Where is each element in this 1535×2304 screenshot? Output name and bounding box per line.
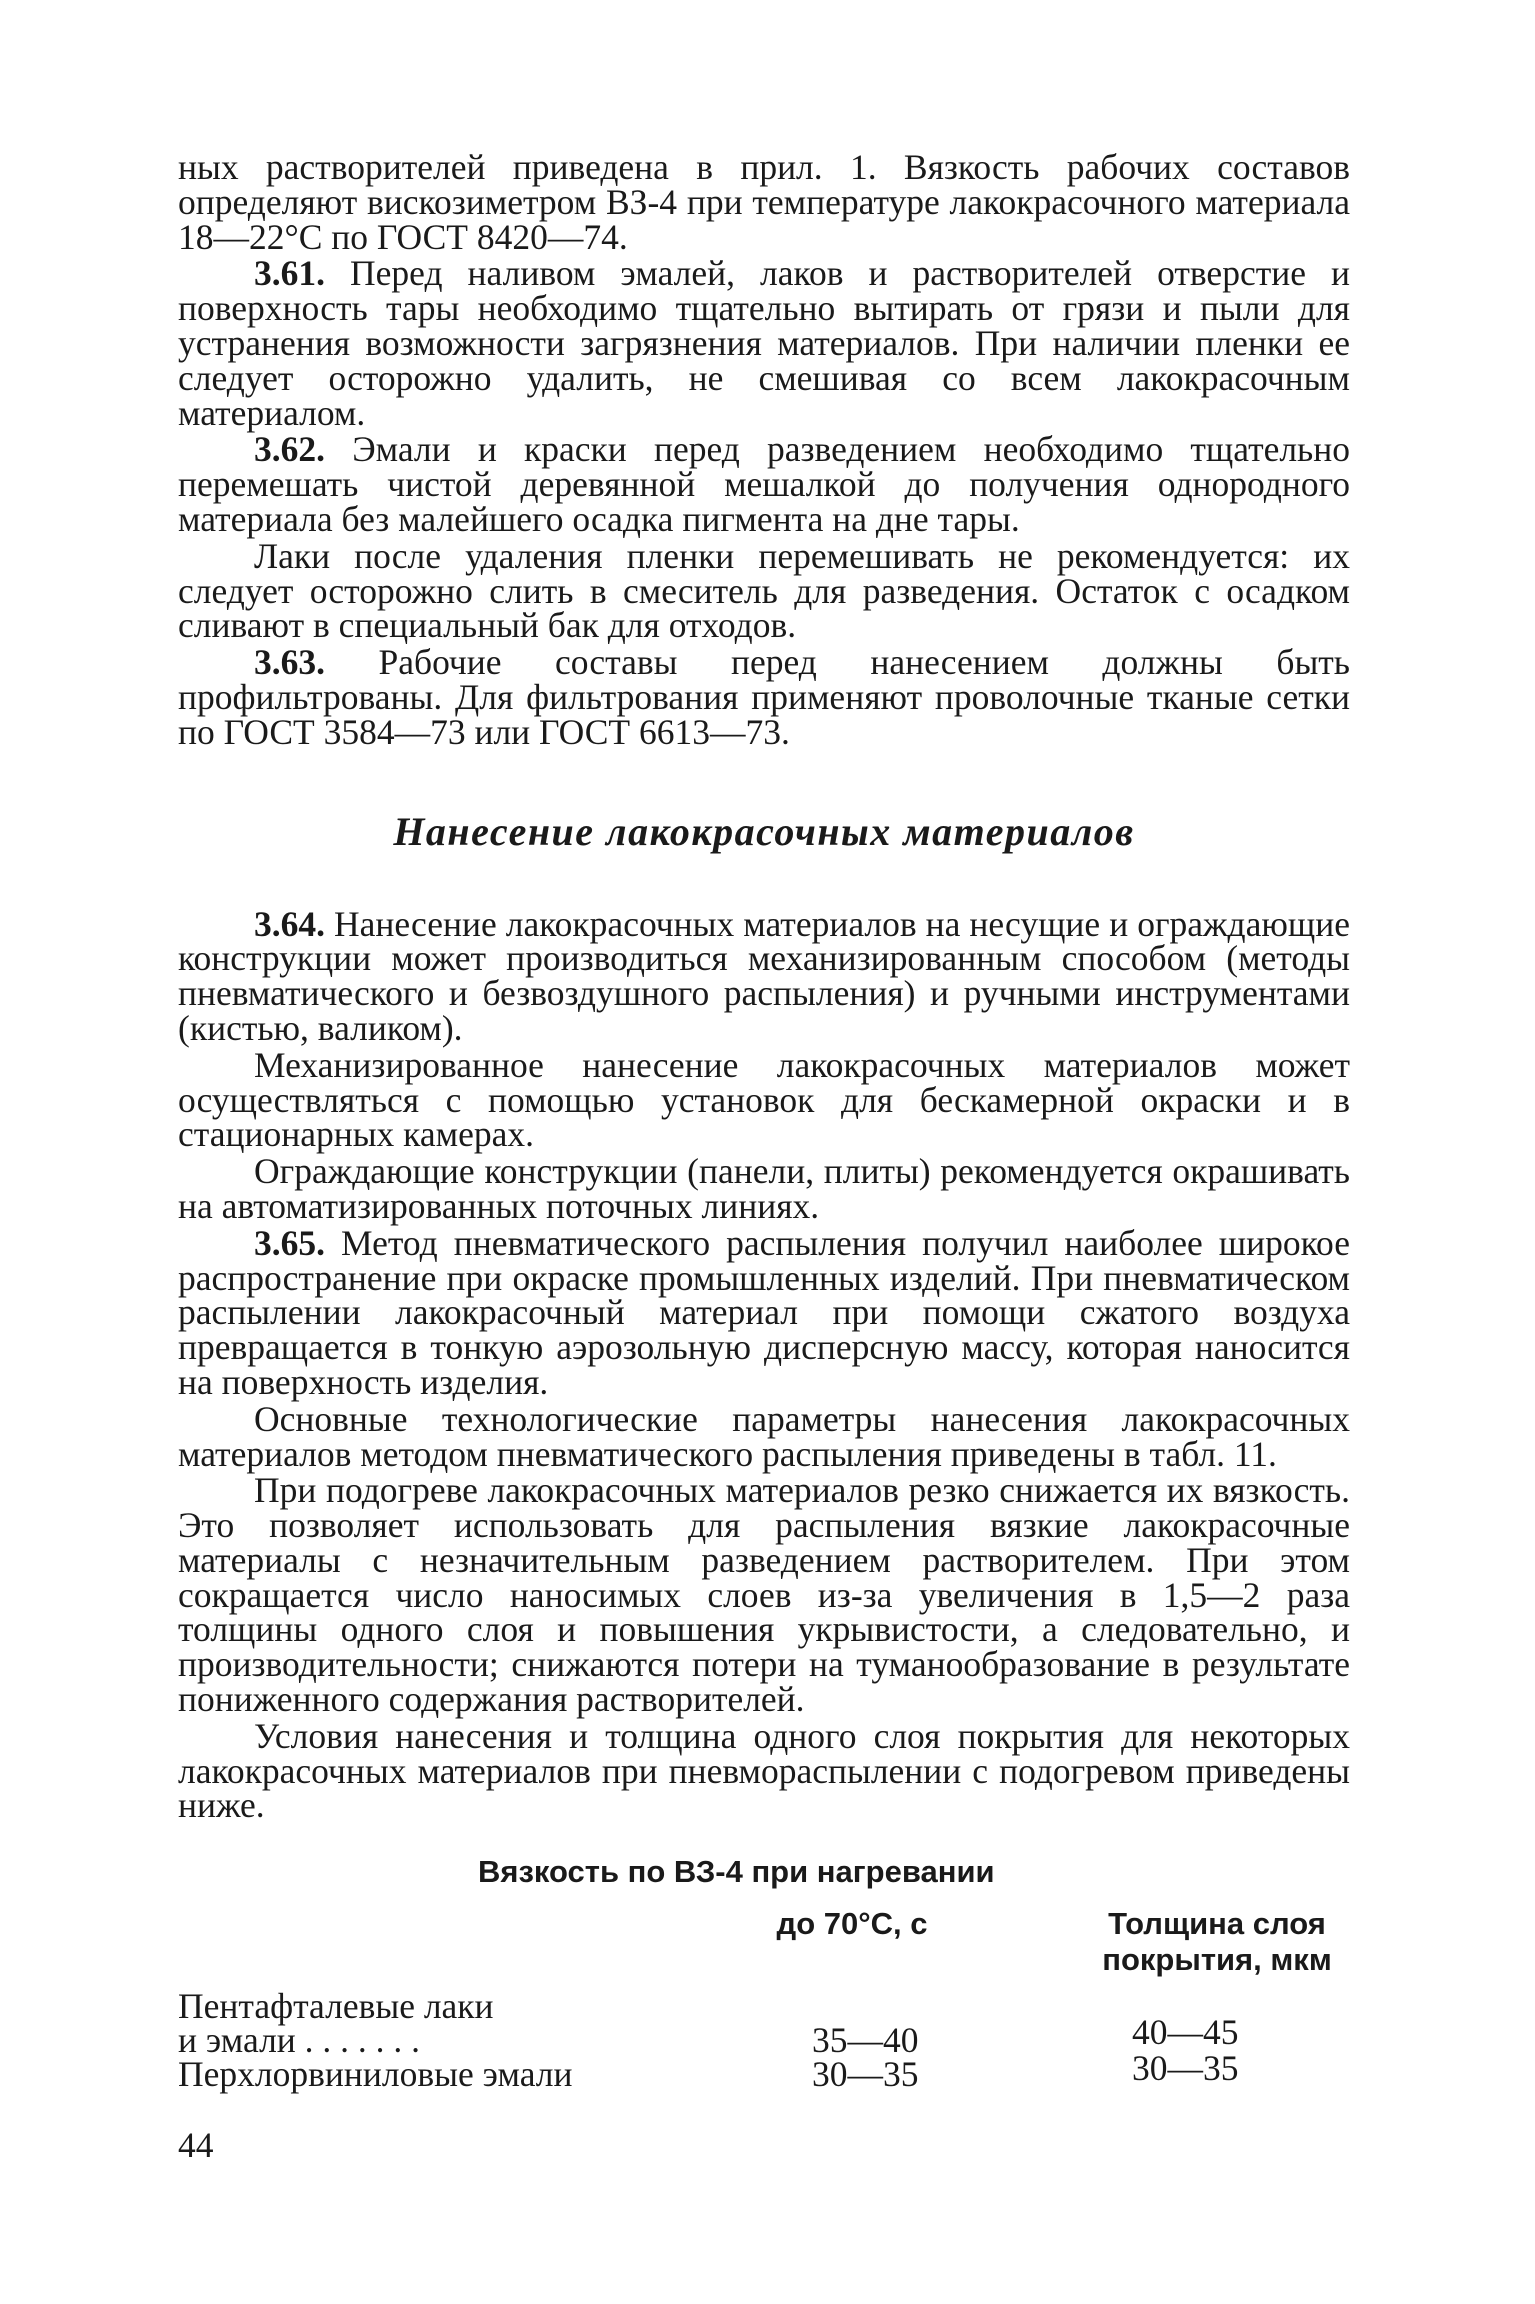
document-body xyxy=(178,147,1350,1826)
column-header-line: покрытия, мкм xyxy=(1102,1942,1332,1977)
column-header-thickness xyxy=(1082,1906,1352,1978)
paragraph-3-62 xyxy=(178,429,1350,539)
paragraph-3-61 xyxy=(178,253,1350,433)
paragraph-text: Лаки после удаления пленки перемешивать не рекомендуется: их следует осторожно слить в смеситель для разведения. Остаток с осадком сливают в специальный бак для отходов. xyxy=(178,535,1350,646)
paragraph-3-63 xyxy=(178,642,1350,752)
paragraph-enclosing xyxy=(178,1151,1350,1226)
paragraph-text: Эмали и краски перед разведением необходимо тщательно перемешать чистой деревянной мешалкой до получения однородного материала без малейшего осадка пигмента на дне тары. xyxy=(178,429,1350,539)
row-1-name-line1: Пентафталевые лаки xyxy=(178,1986,494,2026)
paragraph-text: Нанесение лакокрасочных материалов на несущие и ограждающие конструкции может производиться механизированным способом (методы пневматического и безвоздушного распыления) и ручными инструментами (кистью, валиком). xyxy=(178,903,1350,1048)
column-header-viscosity: до 70°С, с xyxy=(776,1906,928,1941)
clause-number: 3.62. xyxy=(254,429,325,470)
row-2-name: Перхлорвиниловые эмали xyxy=(178,2054,573,2094)
row-2-thickness: 30—35 xyxy=(1132,2048,1239,2088)
paragraph-conditions xyxy=(178,1715,1350,1826)
paragraph-text: При подогреве лакокрасочных материалов резко снижается их вязкость. Это позволяет использовать для распыления вязкие лакокрасочные материалы с незначительным разведением растворителем. При этом сокращается число наносимых слоев из-за увеличения в 1,5—2 раза толщины одного слоя и повышения укрывистости, а следовательно, и производительности; снижаются потери на туманообразование в результате пониженного содержания растворителей. xyxy=(178,1470,1350,1720)
paragraph-lacquers xyxy=(178,535,1350,646)
paragraph-text: Условия нанесения и толщина одного слоя покрытия для некоторых лакокрасочных материалов при пневмораспылении с подогревом приведены ниже. xyxy=(178,1715,1350,1826)
paragraph-parameters xyxy=(178,1398,1350,1474)
paragraph-text: Ограждающие конструкции (панели, плиты) рекомендуется окрашивать на автоматизированных поточных линиях. xyxy=(178,1151,1350,1226)
row-1-name-line2: и эмали . . . . . . . xyxy=(178,2020,421,2060)
paragraph-text: Метод пневматического распыления получил наиболее широкое распространение при окраске промышленных изделий. При пневматическом распылении лакокрасочный материал при помощи сжатого воздуха превращается в тонкую аэрозольную дисперсную массу, которая наносится на поверхность изделия. xyxy=(178,1222,1350,1402)
paragraph-text: Рабочие составы перед нанесением должны быть профильтрованы. Для фильтрования применяют проволочные тканые сетки по ГОСТ 3584—73 или ГОСТ 6613—73. xyxy=(178,642,1350,752)
paragraph-text: Механизированное нанесение лакокрасочных материалов может осуществляться с помощью установок для бескамерной окраски и в стационарных камерах. xyxy=(178,1044,1350,1155)
paragraph-text: Перед наливом эмалей, лаков и растворителей отверстие и поверхность тары необходимо тщательно вытирать от грязи и пыли для устранения возможности загрязнения материалов. При наличии пленки ее следует осторожно удалить, не смешивая со всем лакокрасочным материалом. xyxy=(178,253,1350,433)
paragraph-heating xyxy=(178,1470,1350,1720)
column-header-line: Толщина слоя xyxy=(1108,1906,1326,1941)
section-heading: Нанесение лакокрасочных материалов xyxy=(393,808,1135,854)
paragraph-3-64 xyxy=(178,903,1350,1048)
page-number: 44 xyxy=(178,2125,214,2165)
table-title: Вязкость по ВЗ-4 при нагревании xyxy=(478,1854,995,1889)
clause-number: 3.64. xyxy=(254,903,325,944)
clause-number: 3.63. xyxy=(254,642,325,683)
clause-number: 3.61. xyxy=(254,253,325,294)
paragraph-text: ных растворителей приведена в прил. 1. Вязкость рабочих составов определяют вискозиметром ВЗ-4 при температуре лакокрасочного материала 18—22°С по ГОСТ 8420—74. xyxy=(178,147,1350,257)
row-1-viscosity: 35—40 xyxy=(812,2020,919,2060)
row-2-viscosity: 30—35 xyxy=(812,2054,919,2094)
paragraph-mechanized xyxy=(178,1044,1350,1155)
row-1-thickness: 40—45 xyxy=(1132,2012,1239,2052)
clause-number: 3.65. xyxy=(254,1222,325,1263)
paragraph-3-65 xyxy=(178,1222,1350,1402)
paragraph-continuation xyxy=(178,147,1350,257)
paragraph-text: Основные технологические параметры нанесения лакокрасочных материалов методом пневматического распыления приведены в табл. 11. xyxy=(178,1398,1350,1474)
